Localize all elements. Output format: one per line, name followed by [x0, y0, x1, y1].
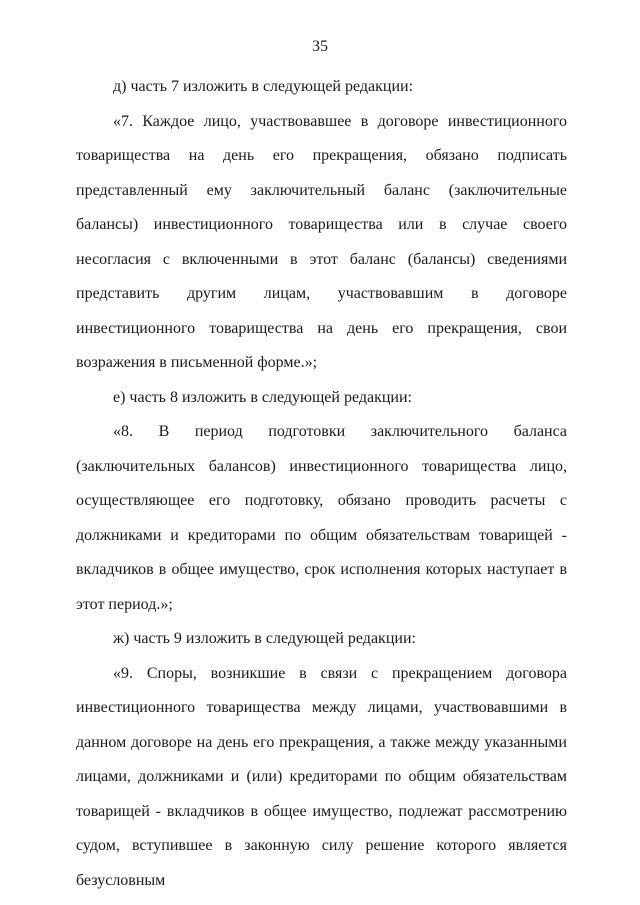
paragraph-part-9-text: «9. Споры, возникшие в связи с прекращением договора инвестиционного товарищества между лицами, участвовавшими в данном договоре на день его прекращения, а также между указанными лицами, должниками и (или) кредиторами по общим обязательствам товарищей - вкладчиков в общее имущество, подлежат рассмотрению судом, вступившее в законную силу решение которого является безусловным — [76, 664, 567, 889]
paragraph-amendment-e: е) часть 8 изложить в следующей редакции: — [113, 388, 412, 406]
paragraph-amendment-zh: ж) часть 9 изложить в следующей редакции: — [113, 630, 416, 647]
paragraph-amendment-d: д) часть 7 изложить в следующей редакции: — [113, 78, 414, 95]
page-number: 35 — [312, 38, 328, 55]
document-body — [76, 70, 567, 898]
paragraph-part-8-text: «8. В период подготовки заключительного баланса (заключительных балансов) инвестиционного товарищества лицо, осуществляющее его подготовку, обязано проводить расчеты с должниками и кредиторами по общим обязательствам товарищей - вкладчиков в общее имущество, срок исполнения которых наступает в этот период.»; — [76, 423, 567, 613]
paragraph-part-7-text: «7. Каждое лицо, участвовавшее в договоре инвестиционного товарищества на день его прекращения, обязано подписать представленный ему заключительный баланс (заключительные балансы) инвестиционного товарищества или в случае своего несогласия с включенными в этот баланс (балансы) сведениями представить другим лицам, участвовавшим в договоре инвестиционного товарищества на день его прекращения, свои возражения в письменной форме.»; — [76, 112, 567, 371]
